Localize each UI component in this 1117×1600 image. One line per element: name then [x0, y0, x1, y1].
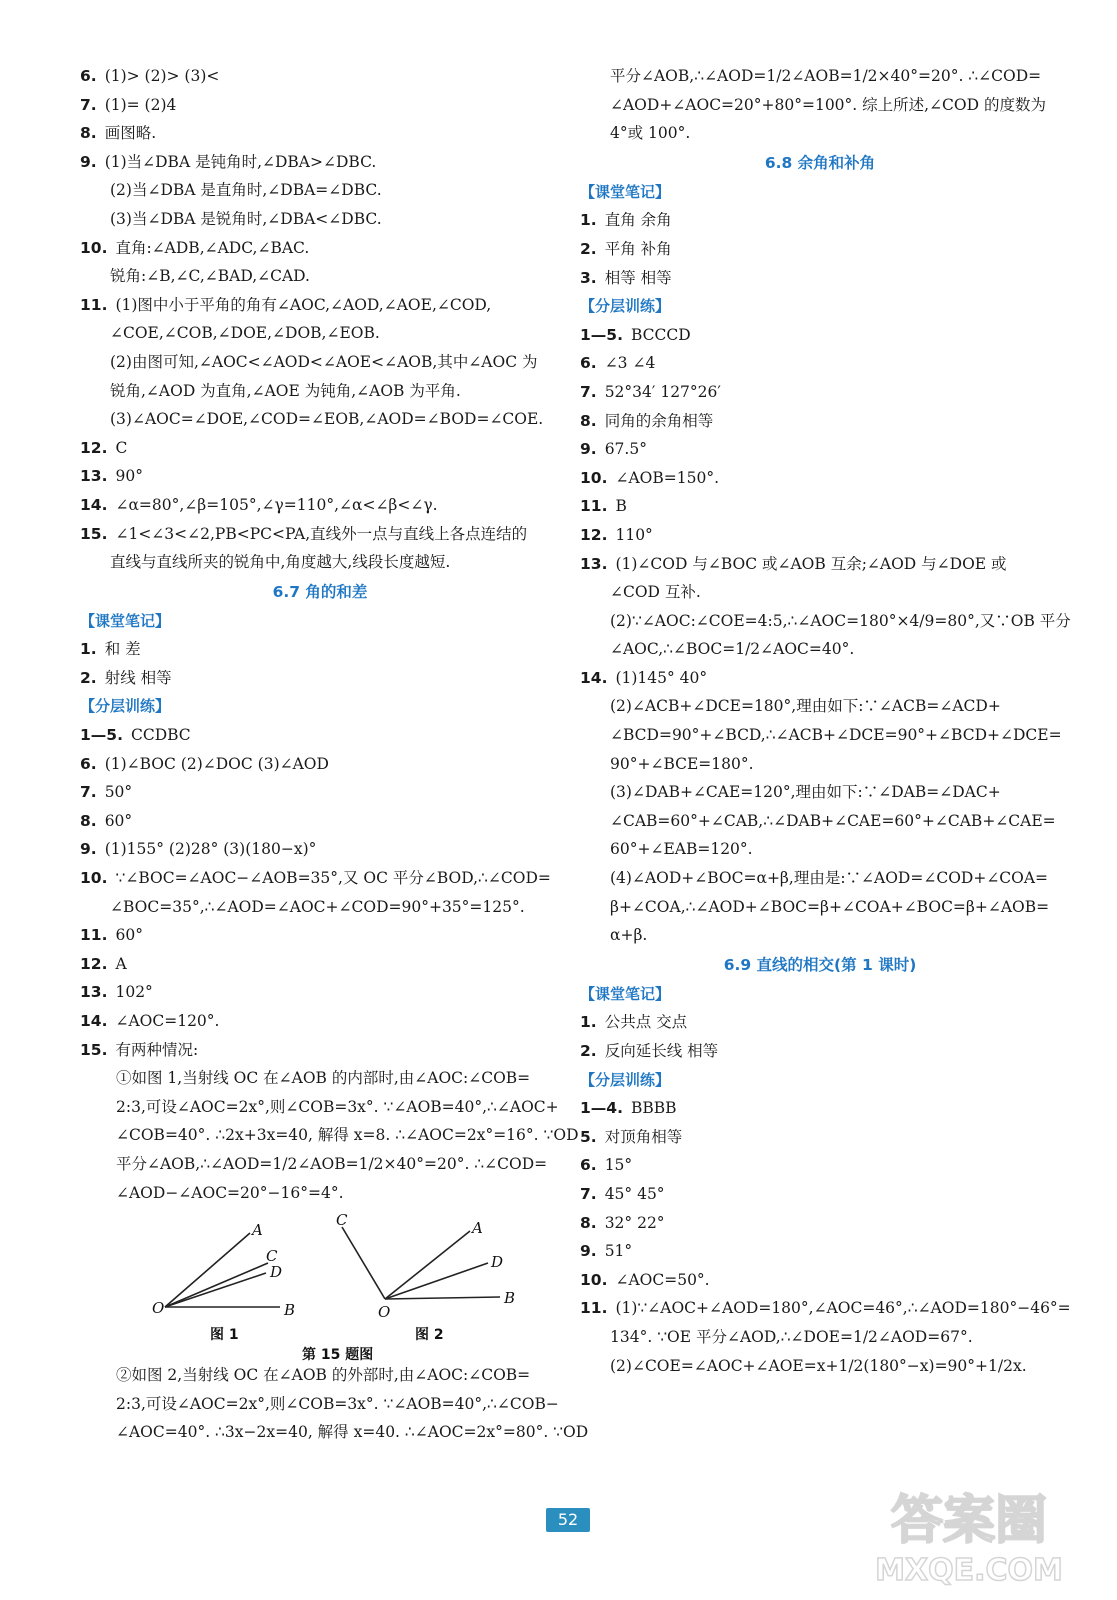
fig1-ray-OC — [165, 1263, 268, 1307]
question-number: 1—5. — [580, 325, 623, 344]
answer-line — [580, 1209, 1060, 1238]
answer-line — [80, 91, 560, 120]
answer-line — [80, 148, 560, 177]
fig2-ray-OC — [342, 1227, 385, 1299]
answer-text: ∠α=80°,∠β=105°,∠γ=110°,∠α<∠β<∠γ. — [115, 495, 438, 514]
question-number: 1—5. — [80, 726, 123, 745]
answer-continuation: 锐角,∠AOD 为直角,∠AOE 为钝角,∠AOB 为平角. — [110, 381, 461, 400]
answer-text: 平角 补角 — [604, 239, 672, 258]
question-number: 12. — [80, 954, 108, 973]
question-number: 12. — [80, 438, 108, 457]
answer-line — [80, 921, 560, 950]
page-number: 52 — [546, 1508, 590, 1532]
fig1-caption: 图 1 — [210, 1327, 239, 1344]
answer-continuation: (2)∠ACB+∠DCE=180°,理由如下:∵∠ACB=∠ACD+ — [610, 697, 1001, 716]
answer-text: (1)∠COD 与∠BOC 或∠AOB 互余;∠AOD 与∠DOE 或 — [615, 554, 1007, 573]
answer-line — [80, 978, 560, 1007]
answer-text: 有两种情况: — [115, 1040, 199, 1059]
question-number: 8. — [80, 124, 97, 143]
question-number: 13. — [80, 467, 108, 486]
answer-text: BCCCD — [630, 325, 691, 344]
answer-text: (1)图中小于平角的角有∠AOC,∠AOD,∠AOE,∠COD, — [115, 295, 492, 314]
question-number: 14. — [80, 1012, 108, 1030]
fig1-label-B: B — [284, 1301, 296, 1320]
question-number: 6. — [580, 1156, 597, 1175]
question-number: 11. — [80, 295, 108, 314]
answer-continuation: ∠COD 互补. — [610, 583, 701, 602]
answer-line — [580, 1237, 1060, 1266]
answer-text: 15° — [604, 1156, 633, 1175]
answer-line — [80, 1007, 560, 1036]
answer-text: 102° — [115, 983, 153, 1002]
answer-continuation: (2)∵∠AOC:∠COE=4:5,∴∠AOC=180°×4/9=80°,又∵OB 平分 — [610, 611, 1071, 630]
question-number: 12. — [580, 525, 608, 544]
question-number: 6. — [80, 67, 97, 85]
answer-continuation: ∠COE,∠COB,∠DOE,∠DOB,∠EOB. — [110, 324, 380, 343]
answer-line — [580, 1180, 1060, 1209]
answer-text: ∠3 ∠4 — [604, 354, 656, 373]
section-label: 【课堂笔记】 — [80, 611, 171, 630]
question-number: 7. — [580, 1184, 597, 1203]
answer-line — [580, 206, 1060, 235]
answer-text: ∠AOB=150°. — [615, 468, 719, 487]
section-label: 【课堂笔记】 — [580, 984, 671, 1003]
answer-text: 对顶角相等 — [604, 1127, 683, 1146]
question-number: 11. — [580, 497, 608, 516]
fig1-ray-OA — [165, 1233, 250, 1307]
watermark-text-cn: 答案圈 — [890, 1491, 1048, 1551]
question-number: 9. — [80, 152, 97, 171]
answer-continuation: 2:3,可设∠AOC=2x°,则∠COB=3x°. ∵∠AOB=40°,∴∠AOC+ — [116, 1097, 559, 1116]
answer-text: (1)155° (2)28° (3)(180−x)° — [104, 840, 317, 859]
answer-line — [580, 407, 1060, 436]
answer-continuation: ∠AOD−∠AOC=20°−16°=4°. — [116, 1183, 344, 1202]
question-number: 1—4. — [580, 1099, 623, 1118]
answer-text: B — [615, 497, 627, 516]
answer-text: 60° — [104, 811, 133, 830]
question-number: 2. — [80, 668, 97, 687]
answer-continuation: (3)∠AOC=∠DOE,∠COD=∠EOB,∠AOD=∠BOD=∠COE. — [110, 410, 544, 429]
answer-continuation: ②如图 2,当射线 OC 在∠AOB 的外部时,由∠AOC:∠COB= — [116, 1366, 531, 1385]
answer-line — [80, 1036, 560, 1065]
answer-text: 67.5° — [604, 440, 647, 459]
fig2-ray-OB — [385, 1297, 500, 1299]
question-number: 10. — [80, 238, 108, 257]
answer-line — [580, 1008, 1060, 1037]
answer-continuation: 平分∠AOB,∴∠AOD=1/2∠AOB=1/2×40°=20°. ∴∠COD= — [610, 67, 1042, 85]
answer-text: 相等 相等 — [604, 268, 672, 287]
answer-text: (1)> (2)> (3)< — [104, 67, 220, 85]
section-title: 6.7 角的和差 — [272, 582, 368, 601]
answer-text: 和 差 — [104, 640, 141, 659]
answer-text: 45° 45° — [604, 1184, 665, 1203]
answer-continuation: ∠AOD+∠AOC=20°+80°=100°. 综上所述,∠COD 的度数为 — [610, 95, 1046, 114]
fig2-label-D: D — [491, 1253, 504, 1272]
fig2-ray-OA — [385, 1231, 470, 1299]
answer-line — [80, 721, 560, 750]
answer-text: 反向延长线 相等 — [604, 1042, 719, 1060]
question-number: 6. — [580, 354, 597, 373]
answer-line — [580, 492, 1060, 521]
answer-line — [580, 1094, 1060, 1123]
question-number: 14. — [80, 495, 108, 514]
answer-text: ∠AOC=120°. — [115, 1012, 220, 1030]
answer-line — [580, 321, 1060, 350]
answer-text: 公共点 交点 — [604, 1013, 688, 1032]
answer-continuation: 90°+∠BCE=180°. — [610, 754, 754, 773]
answer-continuation: (3)当∠DBA 是锐角时,∠DBA<∠DBC. — [110, 209, 382, 228]
answer-text: ∵∠BOC=∠AOC−∠AOB=35°,又 OC 平分∠BOD,∴∠COD= — [115, 869, 551, 888]
section-label: 【分层训练】 — [580, 1070, 671, 1089]
answer-line — [80, 835, 560, 864]
answer-text: 同角的余角相等 — [604, 411, 714, 430]
question-number: 15. — [80, 524, 108, 543]
answer-continuation: 锐角:∠B,∠C,∠BAD,∠CAD. — [110, 267, 310, 286]
question-number: 13. — [580, 554, 608, 573]
question-number: 9. — [580, 440, 597, 459]
question-number: 9. — [80, 840, 97, 859]
question-number: 8. — [580, 1213, 597, 1232]
answer-line — [580, 1151, 1060, 1180]
section-label: 【分层训练】 — [580, 297, 671, 316]
answer-text: CCDBC — [130, 726, 191, 745]
answer-continuation: ∠AOC,∴∠BOC=1/2∠AOC=40°. — [610, 640, 855, 659]
question-number: 10. — [580, 1270, 608, 1289]
answer-line — [80, 491, 560, 520]
answer-text: A — [115, 954, 127, 973]
answer-text: 50° — [104, 783, 133, 802]
section-title: 6.8 余角和补角 — [764, 153, 876, 172]
answer-line — [80, 291, 560, 320]
answer-line — [80, 119, 560, 148]
fig2-label-A: A — [472, 1219, 483, 1238]
answer-continuation: 直线与直线所夹的锐角中,角度越大,线段长度越短. — [110, 553, 451, 572]
answer-continuation: ∠CAB=60°+∠CAB,∴∠DAB+∠CAE=60°+∠CAB+∠CAE= — [610, 811, 1056, 830]
question-number: 8. — [580, 411, 597, 430]
fig2-ray-OD — [385, 1263, 488, 1299]
answer-line — [80, 434, 560, 463]
answer-text: BBBB — [630, 1099, 677, 1118]
answer-line — [80, 462, 560, 491]
answer-line — [80, 62, 560, 91]
fig1-label-D: D — [270, 1263, 283, 1282]
fig1-label-O: O — [152, 1299, 165, 1318]
question-number: 13. — [80, 983, 108, 1002]
answer-text: ∠1<∠3<∠2,PB<PC<PA,直线外一点与直线上各点连结的 — [115, 524, 528, 543]
section-label: 【课堂笔记】 — [580, 182, 671, 201]
answer-line — [580, 264, 1060, 293]
question-number: 15. — [80, 1040, 108, 1059]
section-label: 【分层训练】 — [80, 697, 171, 716]
watermark-text-en: MXQE.COM — [875, 1553, 1063, 1588]
answer-line — [80, 778, 560, 807]
answer-line — [80, 750, 560, 779]
answer-continuation: ∠AOC=40°. ∴3x−2x=40, 解得 x=40. ∴∠AOC=2x°=80°. ∵OD — [116, 1423, 589, 1442]
answer-line — [580, 664, 1060, 693]
answer-text: 52°34′ 127°26′ — [604, 382, 721, 401]
answer-line — [580, 464, 1060, 493]
answer-line — [80, 635, 560, 664]
answer-text: (1)145° 40° — [615, 668, 708, 687]
answer-line — [80, 950, 560, 979]
question-number: 7. — [580, 382, 597, 401]
watermark-logo — [849, 1480, 1089, 1590]
question-number: 11. — [80, 926, 108, 945]
fig2-caption: 图 2 — [415, 1327, 444, 1344]
answer-line — [580, 1037, 1060, 1066]
answer-continuation: (4)∠AOD+∠BOC=α+β,理由是:∵∠AOD=∠COD+∠COA= — [610, 869, 1049, 888]
answer-continuation: (3)∠DAB+∠CAE=120°,理由如下:∵∠DAB=∠DAC+ — [610, 783, 1001, 802]
answer-text: (1)∵∠AOC+∠AOD=180°,∠AOC=46°,∴∠AOD=180°−46°= — [615, 1299, 1071, 1318]
answer-line — [580, 235, 1060, 264]
answer-text: 90° — [115, 467, 143, 486]
answer-line — [580, 378, 1060, 407]
question-number: 6. — [80, 754, 97, 773]
question-number: 8. — [80, 811, 97, 830]
question-number: 1. — [580, 1013, 597, 1032]
answer-text: 直角 余角 — [604, 211, 672, 230]
answer-line — [580, 1123, 1060, 1152]
answer-text: ∠AOC=50°. — [615, 1270, 710, 1289]
fig2-label-B: B — [504, 1289, 516, 1308]
answer-text: 直角:∠ADB,∠ADC,∠BAC. — [115, 238, 310, 257]
answer-continuation: 2:3,可设∠AOC=2x°,则∠COB=3x°. ∵∠AOB=40°,∴∠COB− — [116, 1394, 559, 1413]
angle-figures — [80, 1211, 560, 1361]
question-number: 11. — [580, 1299, 608, 1318]
question-number: 7. — [80, 95, 97, 114]
question-number: 2. — [580, 1042, 597, 1060]
answer-continuation: 平分∠AOB,∴∠AOD=1/2∠AOB=1/2×40°=20°. ∴∠COD= — [116, 1154, 548, 1173]
question-number: 5. — [580, 1127, 597, 1146]
answer-continuation: (2)∠COE=∠AOC+∠AOE=x+1/2(180°−x)=90°+1/2x. — [610, 1356, 1027, 1375]
answer-continuation: ∠BOC=35°,∴∠AOD=∠AOC+∠COD=90°+35°=125°. — [110, 897, 525, 916]
answer-line — [580, 1294, 1071, 1323]
answer-continuation: α+β. — [610, 926, 648, 945]
answer-text: (1)∠BOC (2)∠DOC (3)∠AOD — [104, 754, 329, 773]
answer-line — [580, 1266, 1060, 1295]
fig2-label-C: C — [336, 1211, 348, 1230]
fig1-label-A: A — [252, 1221, 263, 1240]
answer-line — [580, 550, 1060, 579]
answer-text: 51° — [604, 1242, 633, 1261]
figure-15 — [80, 1211, 560, 1361]
answer-line — [580, 435, 1060, 464]
answer-continuation: ∠BCD=90°+∠BCD,∴∠ACB+∠DCE=90°+∠BCD+∠DCE= — [610, 726, 1062, 745]
section-title: 6.9 直线的相交(第 1 课时) — [723, 955, 917, 974]
question-number: 10. — [80, 869, 108, 888]
answer-line — [80, 664, 560, 693]
answer-text: C — [115, 438, 128, 457]
answer-text: 110° — [615, 525, 653, 544]
answer-line — [80, 864, 560, 893]
answer-continuation: (2)由图可知,∠AOC<∠AOD<∠AOE<∠AOB,其中∠AOC 为 — [110, 352, 538, 371]
answer-line — [80, 234, 560, 263]
fig1-ray-OD — [165, 1273, 266, 1307]
question-number: 14. — [580, 668, 608, 687]
question-number: 9. — [580, 1242, 597, 1261]
answer-continuation: β+∠COA,∴∠AOD+∠BOC=β+∠COA+∠BOC=β+∠AOB= — [610, 897, 1050, 916]
question-number: 3. — [580, 268, 597, 287]
right-column — [580, 62, 1071, 1380]
answer-line — [580, 349, 1060, 378]
fig2-label-O: O — [378, 1303, 391, 1322]
answer-line — [80, 520, 560, 549]
answer-continuation: ①如图 1,当射线 OC 在∠AOB 的内部时,由∠AOC:∠COB= — [116, 1069, 531, 1088]
answer-continuation: 134°. ∵OE 平分∠AOD,∴∠DOE=1/2∠AOD=67°. — [610, 1327, 973, 1346]
answer-line — [580, 521, 1060, 550]
question-number: 10. — [580, 468, 608, 487]
answer-line — [80, 807, 560, 836]
answer-continuation: 60°+∠EAB=120°. — [610, 840, 753, 859]
answer-text: (1)当∠DBA 是钝角时,∠DBA>∠DBC. — [104, 152, 377, 171]
answer-text: 画图略. — [104, 124, 157, 143]
question-number: 2. — [580, 239, 597, 258]
answer-continuation: (2)当∠DBA 是直角时,∠DBA=∠DBC. — [110, 181, 382, 200]
answer-text: 射线 相等 — [104, 668, 172, 687]
answer-text: 32° 22° — [604, 1213, 665, 1232]
question-number: 1. — [80, 640, 97, 659]
answer-text: 60° — [115, 926, 143, 945]
question-number: 7. — [80, 783, 97, 802]
answer-text: (1)= (2)4 — [104, 95, 177, 114]
question-number: 1. — [580, 211, 597, 230]
answer-continuation: ∠COB=40°. ∴2x+3x=40, 解得 x=8. ∴∠AOC=2x°=16°. ∵OD — [116, 1126, 579, 1145]
answer-continuation: 4°或 100°. — [610, 124, 691, 143]
fig1-label-C: C — [266, 1247, 278, 1266]
left-column — [80, 62, 589, 1447]
figure-caption: 第 15 题图 — [302, 1347, 374, 1362]
